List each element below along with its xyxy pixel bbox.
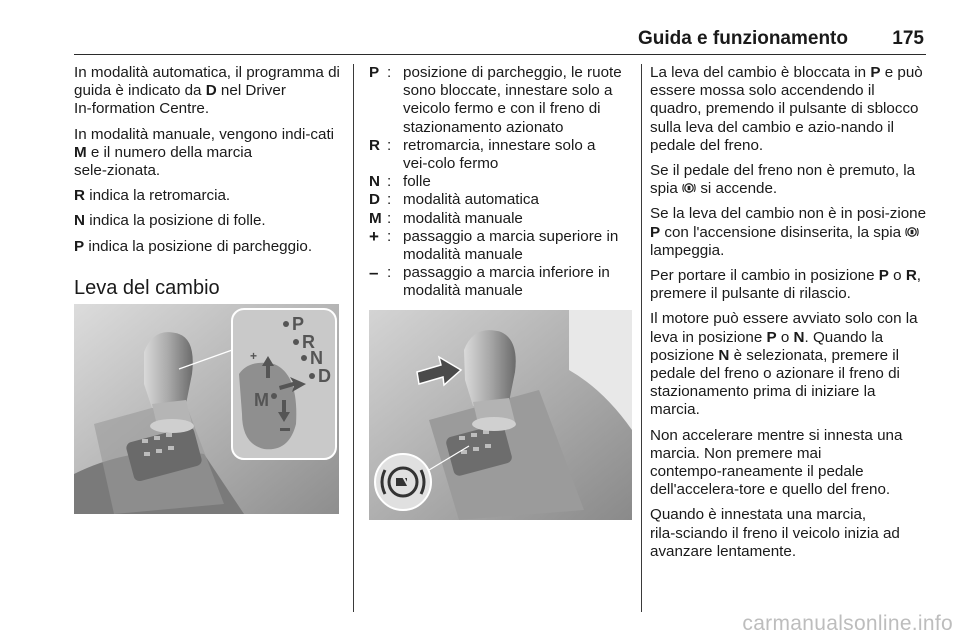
legend-item-r: R : retromarcia, innestare solo a vei‑colo fermo — [369, 136, 596, 173]
paragraph: In modalità automatica, il programma di guida è indicato da D nel Driver In‑formation Centre. — [74, 64, 340, 118]
column-3 — [650, 64, 928, 568]
paragraph: Quando è innestata una marcia, rila‑sciando il freno il veicolo inizia ad avanzare lentamente. — [650, 506, 900, 560]
page-header — [74, 24, 926, 55]
minus-icon: – — [369, 263, 379, 283]
section-title: Guida e funzionamento — [637, 28, 848, 49]
gear-label-m: M — [254, 390, 269, 410]
page-number: 175 — [892, 28, 924, 49]
legend-item-m: M : modalità manuale — [369, 209, 523, 227]
svg-text:+: + — [250, 349, 258, 363]
section-heading: Leva del cambio — [74, 276, 220, 299]
legend-item-d: D : modalità automatica — [369, 191, 539, 209]
gear-label-d: D — [318, 366, 331, 386]
paragraph: La leva del cambio è bloccata in P e può essere mossa solo accendendo il quadro, premendo il pulsante di sblocco sulla leva del cambio e azio‑nando il pedale del freno. — [650, 64, 923, 154]
legend-item-minus: – : passaggio a marcia inferiore in modalità manuale — [369, 263, 610, 300]
paragraph: Non accelerare mentre si innesta una marcia. Non premere mai contempo‑raneamente il pedale dell'accelera‑tore e quello del freno. — [650, 426, 903, 499]
gear-label-n: N — [310, 348, 323, 368]
paragraph: Se la leva del cambio non è in posi‑zione P con l'accensione disinserita, la spia lampeggia. — [650, 205, 927, 259]
column-2 — [369, 64, 633, 301]
brake-warning-icon — [682, 181, 696, 195]
watermark: carmanualsonline.info — [742, 612, 953, 635]
column-divider — [641, 64, 642, 612]
column-divider — [353, 64, 354, 612]
paragraph: In modalità manuale, vengono indi‑cati M e il numero della marcia sele‑zionata. — [74, 125, 335, 180]
shift-lever-illustration — [74, 304, 339, 514]
brake-warning-icon — [905, 225, 919, 239]
legend-item-plus: + : passaggio a marcia superiore in modalità manuale — [369, 226, 619, 264]
paragraph: Se il pedale del freno non è premuto, la spia si accende. — [650, 162, 916, 198]
gear-label-r: R — [302, 332, 315, 352]
column-1 — [74, 64, 342, 300]
shift-lever-release-illustration — [369, 310, 632, 520]
paragraph: Per portare il cambio in posizione P o R, premere il pulsante di rilascio. — [650, 267, 922, 303]
paragraph: Il motore può essere avviato solo con la leva in posizione P o N. Quando la posizione N è selezionata, premere il pedale del freno o azionare il freno di stazionamento prima di iniziare la marcia. — [650, 310, 918, 419]
paragraph: R indica la retromarcia. — [74, 187, 231, 205]
paragraph: N indica la posizione di folle. — [74, 212, 266, 230]
legend-item-p: P : posizione di parcheggio, le ruote sono bloccate, innestare solo a veicolo fermo e con il freno di stazionamento azionato — [369, 64, 622, 136]
gear-label-p: P — [292, 314, 305, 334]
legend-item-n: N : folle — [369, 173, 431, 191]
paragraph: P indica la posizione di parcheggio. — [74, 237, 313, 255]
plus-icon: + — [369, 226, 379, 246]
